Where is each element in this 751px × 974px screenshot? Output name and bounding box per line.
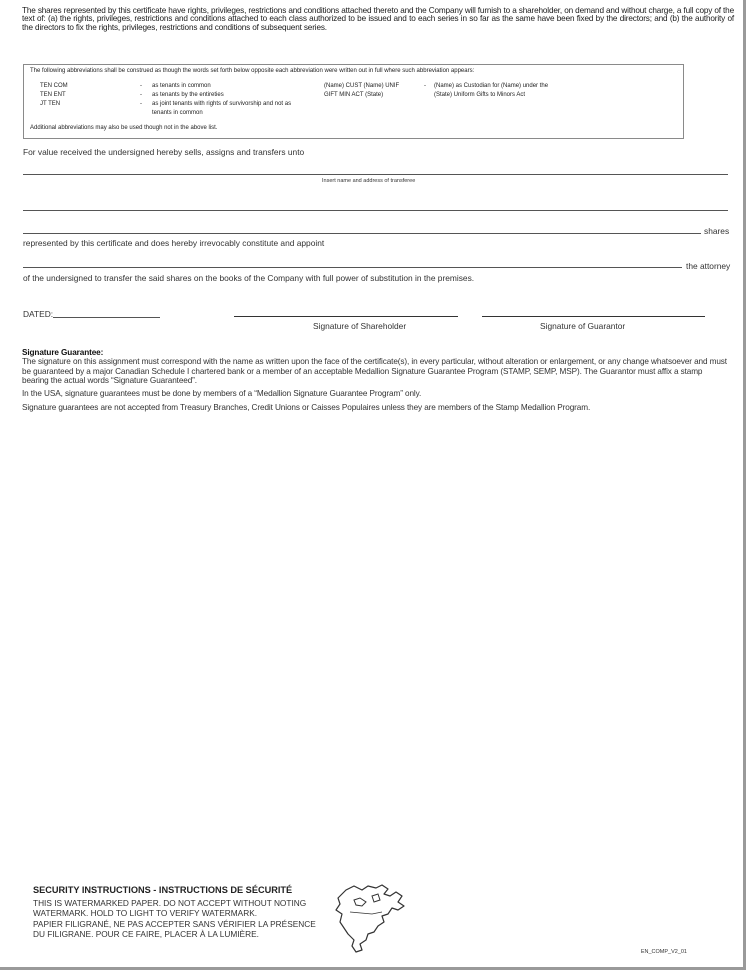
security-instructions — [33, 885, 333, 939]
signature-guarantee-title: Signature Guarantee: — [22, 348, 104, 357]
shares-label: shares — [704, 226, 730, 236]
for-value-text: For value received the undersigned hereby sells, assigns and transfers unto — [23, 147, 305, 157]
shares-line[interactable] — [23, 233, 701, 234]
abbr-ten-com: TEN COM — [40, 83, 68, 89]
form-code: EN_COMP_V2_01 — [640, 949, 687, 955]
shareholder-signature-line[interactable] — [234, 316, 458, 317]
insert-name-caption: Insert name and address of transferee — [322, 178, 416, 184]
north-america-map-icon — [332, 882, 412, 954]
abbr-gift-min-act-meaning: (State) Uniform Gifts to Minors Act — [434, 92, 526, 98]
abbreviations-footer: Additional abbreviations may also be used though not in the above list. — [30, 125, 218, 131]
guarantor-signature-caption: Signature of Guarantor — [540, 321, 626, 331]
date-line[interactable] — [53, 317, 160, 318]
transferee-line-1[interactable] — [23, 174, 728, 175]
abbr-ten-com-meaning: as tenants in common — [152, 83, 211, 89]
abbr-ten-ent-meaning: as tenants by the entireties — [152, 92, 224, 98]
abbr-jt-ten-meaning: as joint tenants with rights of survivorship and not as — [152, 101, 292, 107]
abbr-dash: - — [140, 83, 142, 89]
guarantor-signature-line[interactable] — [482, 316, 705, 317]
guarantee-paragraph-3: Signature guarantees are not accepted from Treasury Branches, Credit Unions or Caisses Populaires unless they are members of the Stamp Medallion Program. — [22, 403, 591, 413]
security-fr-line-2: DU FILIGRANE. POUR CE FAIRE, PLACER À LA LUMIÈRE. — [33, 928, 259, 939]
security-en-line-2: WATERMARK. HOLD TO LIGHT TO VERIFY WATERMARK. — [33, 908, 258, 919]
abbreviations-header: The following abbreviations shall be construed as though the words set forth below opposite each abbreviation were written out in full where such abbreviation appears: — [30, 68, 475, 74]
transferee-line-2[interactable] — [23, 210, 728, 211]
abbreviations-box — [23, 64, 684, 139]
guarantee-paragraph-2: In the USA, signature guarantees must be done by members of a “Medallion Signature Guarantee Program” only. — [22, 388, 422, 398]
abbr-dash: - — [424, 83, 426, 89]
abbr-gift-min-act: GIFT MIN ACT (State) — [324, 92, 384, 98]
abbr-cust-unif-meaning: (Name) as Custodian for (Name) under the — [434, 83, 549, 89]
signature-guarantee-section — [22, 348, 728, 412]
dated-label: DATED: — [23, 309, 54, 319]
abbr-dash: - — [140, 92, 142, 98]
abbr-ten-ent: TEN ENT — [40, 92, 66, 98]
attorney-label: the attorney — [686, 261, 731, 271]
security-instructions-title: SECURITY INSTRUCTIONS - INSTRUCTIONS DE SÉCURITÉ — [33, 885, 293, 895]
security-fr-line-1: PAPIER FILIGRANÉ, NE PAS ACCEPTER SANS VÉRIFIER LA PRÉSENCE — [33, 918, 316, 929]
transfer-authority-text: of the undersigned to transfer the said shares on the books of the Company with full power of substitution in the premises. — [23, 273, 475, 283]
attorney-line[interactable] — [23, 267, 682, 268]
abbr-cust-unif: (Name) CUST (Name) UNIF — [324, 83, 400, 89]
guarantee-paragraph-1: The signature on this assignment must correspond with the name as written upon the face of the certificate(s), in every particular, without alteration or enlargement, or any change whatsoever and must be guaranteed by a major Canadian Schedule I chartered bank or a member of an acceptable Medallion Signature Guarantee Program (STAMP, SEMP, MSP). The Guarantor must affix a stamp bearing the actual words “Signature Guaranteed”. — [22, 357, 727, 386]
rights-notice-paragraph: The shares represented by this certificate have rights, privileges, restrictions and conditions attached thereto and the Company will furnish to a shareholder, on demand and without charge, a full copy of the text of: (a) the rights, privileges, restrictions and conditions attached to each class authorized to be issued and to each series in so far as the same have been fixed by the directors; and (b) the authority of the directors to fix the rights, privileges, restrictions and conditions of subsequent series. — [22, 6, 734, 32]
abbr-jt-ten: JT TEN — [40, 101, 61, 107]
represented-text: represented by this certificate and does hereby irrevocably constitute and appoint — [23, 238, 325, 248]
security-en-line-1: THIS IS WATERMARKED PAPER. DO NOT ACCEPT WITHOUT NOTING — [33, 898, 307, 909]
shareholder-signature-caption: Signature of Shareholder — [313, 321, 407, 331]
abbr-dash: - — [140, 101, 142, 107]
abbr-jt-ten-meaning-cont: tenants in common — [152, 110, 203, 116]
